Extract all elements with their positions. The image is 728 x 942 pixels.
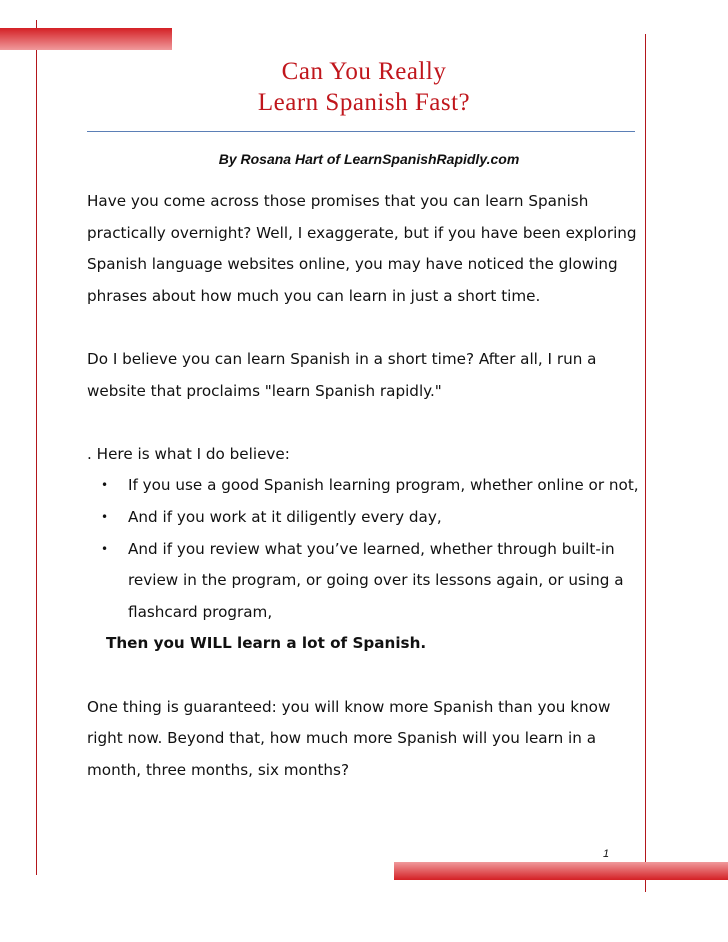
bullet-icon: • <box>101 541 109 556</box>
list-intro: . Here is what I do believe: <box>87 444 290 463</box>
paragraph-2: Do I believe you can learn Spanish in a short time? After all, I run a website that proclaims "learn Spanish rapidly." <box>87 349 597 400</box>
article-body <box>87 186 647 786</box>
frame-bar-top <box>0 28 172 50</box>
frame-bar-bottom <box>394 862 728 880</box>
list-item <box>87 502 647 534</box>
conclusion: Then you WILL learn a lot of Spanish. <box>106 634 427 653</box>
document-title <box>0 56 728 118</box>
paragraph-gap <box>87 407 647 439</box>
paragraph-3: One thing is guaranteed: you will know more Spanish than you know right now. Beyond that, how much more Spanish will you learn in a month, three months, six months? <box>87 697 611 779</box>
frame-line-left <box>36 20 37 875</box>
belief-list <box>87 470 647 628</box>
paragraph-gap <box>87 660 647 692</box>
list-item-text: And if you review what you’ve learned, whether through built-in review in the program, or going over its lessons again, or using a flashcard program, <box>128 539 624 621</box>
byline: By Rosana Hart of LearnSpanishRapidly.com <box>218 151 520 167</box>
list-item-text: And if you work at it diligently every day, <box>128 507 442 526</box>
paragraph-gap <box>87 312 647 344</box>
list-item-text: If you use a good Spanish learning program, whether online or not, <box>128 476 639 495</box>
title-line-2: Learn Spanish Fast? <box>257 89 471 116</box>
list-item <box>87 470 647 502</box>
list-item <box>87 534 647 629</box>
title-rule <box>87 131 635 132</box>
title-line-1: Can You Really <box>281 58 447 85</box>
page-number: 1 <box>603 848 610 860</box>
bullet-icon: • <box>101 509 109 524</box>
bullet-icon: • <box>101 478 109 493</box>
paragraph-1: Have you come across those promises that you can learn Spanish practically overnight? Well, I exaggerate, but if you have been exploring Spanish language websites online, you may have noticed the glowing phrases about how much you can learn in just a short time. <box>87 192 637 305</box>
